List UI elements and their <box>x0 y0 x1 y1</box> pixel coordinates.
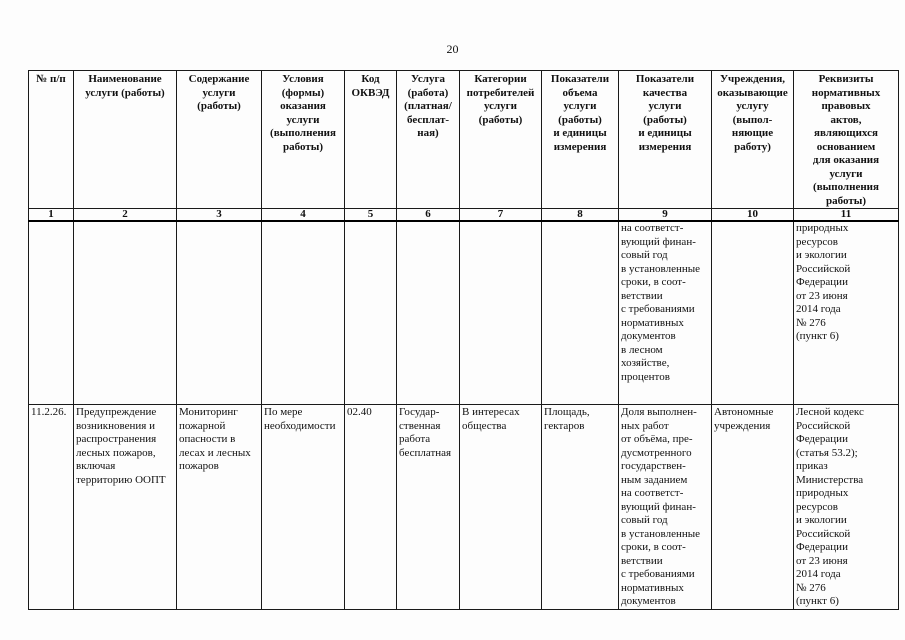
cell-line: услуги <box>563 100 597 112</box>
cell-line: хозяйстве, <box>621 357 670 369</box>
cell-line: Реквизиты <box>818 73 874 85</box>
service-conditions-cell <box>262 405 345 610</box>
cell-line: качества <box>642 86 688 99</box>
cell-line: нормативных <box>621 581 684 594</box>
cell-line: Российской <box>796 262 851 275</box>
cell-line: Условия <box>282 73 324 85</box>
cell-line: бесплатная <box>399 446 452 459</box>
cell-line: для оказания <box>812 154 880 166</box>
cell-line: Предупреждение <box>76 406 157 418</box>
cell-line: процентов <box>621 370 670 383</box>
cell-line: (пункт 6) <box>796 330 839 342</box>
column-number: 10 <box>712 209 794 222</box>
quality-indicator-cell <box>619 221 712 405</box>
cell-line: совый год <box>621 514 668 526</box>
okved-code-cell <box>345 405 397 610</box>
legal-basis-cell <box>794 221 899 405</box>
cell-line: лесах и лесных <box>179 446 251 459</box>
col-header <box>460 71 542 209</box>
cell-line: няющие <box>731 127 774 139</box>
table-cell <box>74 221 177 405</box>
cell-line: ветствии <box>621 554 663 567</box>
cell-line: В интересах <box>462 406 520 418</box>
column-number: 5 <box>345 209 397 222</box>
table-cell <box>29 221 74 405</box>
cell-line: работы) <box>283 140 323 153</box>
cell-line: возникновения и <box>76 419 155 432</box>
table-row <box>29 405 899 610</box>
cell-line: на соответст- <box>621 222 684 234</box>
cell-line: работы) <box>826 194 866 207</box>
cell-line: Российской <box>796 419 851 432</box>
cell-line: Федерации <box>796 433 848 445</box>
cell-line: Услуга <box>411 73 445 85</box>
service-content-cell <box>177 405 262 610</box>
cell-line: Государ- <box>399 406 440 418</box>
cell-line: распространения <box>76 433 157 445</box>
cell-line: Категории <box>474 73 527 85</box>
cell-line: бесплат- <box>406 113 450 126</box>
cell-line: услуги <box>286 113 320 126</box>
cell-line: Федерации <box>796 276 848 288</box>
column-number: 11 <box>794 209 899 222</box>
cell-line: № 276 <box>796 316 826 329</box>
cell-line: от 23 июня <box>796 289 848 302</box>
legal-basis-cell <box>794 405 899 610</box>
services-table <box>28 70 899 610</box>
cell-line: актов, <box>830 113 862 126</box>
cell-line: ресурсов <box>796 235 838 248</box>
service-number-cell <box>29 405 74 610</box>
cell-line: Министерства <box>796 473 864 486</box>
col-header <box>542 71 619 209</box>
cell-line: в установленные <box>621 262 701 275</box>
cell-line: Содержание <box>188 73 250 85</box>
cell-line: Мониторинг <box>179 406 238 418</box>
cell-line: (работы) <box>643 113 687 126</box>
cell-line: лесных пожаров, <box>76 446 156 459</box>
cell-line: услуги <box>648 100 682 112</box>
cell-line: измерения <box>553 140 607 153</box>
cell-line: работу) <box>734 140 771 153</box>
column-number-row <box>29 209 899 222</box>
column-number: 8 <box>542 209 619 222</box>
cell-line: (работы) <box>197 100 241 112</box>
table-cell <box>712 221 794 405</box>
cell-line: учреждения <box>714 419 771 432</box>
cell-line: от объёма, пре- <box>621 433 693 445</box>
cell-line: и единицы <box>553 127 607 139</box>
cell-line: услуги <box>829 167 863 180</box>
cell-line: (работы) <box>558 113 602 126</box>
cell-line: (выпол- <box>732 113 773 126</box>
table-row <box>29 221 899 405</box>
col-header <box>74 71 177 209</box>
cell-line: потребителей <box>466 86 535 99</box>
cell-line: ветствии <box>621 289 663 302</box>
cell-line: опасности в <box>179 433 236 445</box>
cell-line: (пункт 6) <box>796 595 839 607</box>
col-header <box>397 71 460 209</box>
cell-line: Автономные <box>714 406 774 418</box>
cell-line: (работа) <box>407 86 449 99</box>
cell-line: пожарной <box>179 419 226 432</box>
cell-line: услуги (работы) <box>85 86 165 99</box>
cell-line: вующий финан- <box>621 500 696 513</box>
consumer-category-cell <box>460 405 542 610</box>
cell-line: совый год <box>621 249 668 261</box>
cell-line: ная) <box>417 127 439 139</box>
cell-line: нормативных <box>621 316 684 329</box>
column-number: 7 <box>460 209 542 222</box>
cell-line: 2014 года <box>796 568 841 580</box>
cell-line: (платная/ <box>404 100 452 112</box>
quality-indicator-cell <box>619 405 712 610</box>
cell-line: оказывающие <box>717 86 788 99</box>
cell-line: (формы) <box>281 86 325 99</box>
col-header <box>712 71 794 209</box>
cell-line: Российской <box>796 527 851 540</box>
cell-line: основанием <box>816 140 876 153</box>
cell-line: ресурсов <box>796 500 838 513</box>
cell-line: сроки, в соот- <box>621 541 686 553</box>
cell-line: с требованиями <box>621 303 695 315</box>
col-header <box>794 71 899 209</box>
cell-line: № 276 <box>796 581 826 594</box>
volume-indicator-cell <box>542 405 619 610</box>
col-header <box>177 71 262 209</box>
cell-line: Лесной кодекс <box>796 406 864 418</box>
cell-line: природных <box>796 222 849 234</box>
cell-line: и экологии <box>796 514 847 526</box>
cell-line: объема <box>562 86 598 99</box>
table-cell <box>177 221 262 405</box>
service-name-cell <box>74 405 177 610</box>
table-cell <box>345 221 397 405</box>
cell-line: ным заданием <box>621 473 688 486</box>
table-header-row <box>29 71 899 209</box>
cell-line: услуги <box>483 100 518 112</box>
table-cell <box>262 221 345 405</box>
cell-line: в установленные <box>621 527 701 540</box>
column-number: 2 <box>74 209 177 222</box>
institutions-cell <box>712 405 794 610</box>
column-number: 3 <box>177 209 262 222</box>
cell-line: и единицы <box>638 127 692 139</box>
column-number: 1 <box>29 209 74 222</box>
cell-line: включая <box>76 460 116 472</box>
cell-line: услуги <box>202 86 236 99</box>
table-cell <box>460 221 542 405</box>
cell-line: Федерации <box>796 541 848 553</box>
cell-line: ОКВЭД <box>351 86 390 99</box>
cell-line: Площадь, <box>544 406 590 418</box>
cell-line: необходимости <box>264 419 336 432</box>
col-header <box>262 71 345 209</box>
cell-line: общества <box>462 419 507 432</box>
cell-line: По мере <box>264 406 303 418</box>
cell-line: на соответст- <box>621 487 684 499</box>
cell-line: Показатели <box>635 73 695 85</box>
cell-line: документов <box>621 330 676 342</box>
cell-line: ных работ <box>621 419 669 432</box>
column-number: 6 <box>397 209 460 222</box>
cell-line: Показатели <box>550 73 610 85</box>
cell-line: и экологии <box>796 249 847 261</box>
column-number: 9 <box>619 209 712 222</box>
cell-line: нормативных <box>811 86 881 99</box>
cell-line: пожаров <box>179 460 219 472</box>
cell-line: Доля выполнен- <box>621 406 697 418</box>
table-cell <box>542 221 619 405</box>
cell-line: правовых <box>821 100 871 112</box>
cell-line: сроки, в соот- <box>621 276 686 288</box>
cell-line: (статья 53.2); <box>796 446 858 459</box>
cell-line: дусмотренного <box>621 446 692 459</box>
cell-line: гектаров <box>544 419 585 432</box>
cell-line: (работы) <box>478 113 523 126</box>
cell-line: услугу <box>736 100 769 112</box>
cell-line: в лесном <box>621 343 663 356</box>
col-header <box>29 71 74 209</box>
cell-line: 11.2.26. <box>31 406 67 418</box>
cell-line: Наименование <box>88 73 162 85</box>
cell-line: природных <box>796 487 849 499</box>
cell-line: приказ <box>796 460 828 472</box>
cell-line: оказания <box>280 100 326 112</box>
cell-line: территорию ООПТ <box>76 473 166 486</box>
page-number: 20 <box>446 42 459 56</box>
column-number: 4 <box>262 209 345 222</box>
cell-line: документов <box>621 595 676 607</box>
table-cell <box>397 221 460 405</box>
cell-line: Код <box>361 73 380 85</box>
cell-line: государствен- <box>621 460 686 472</box>
cell-line: от 23 июня <box>796 554 848 567</box>
cell-line: работа <box>399 433 431 445</box>
cell-line: ственная <box>399 419 441 432</box>
cell-line: Учреждения, <box>719 73 786 85</box>
col-header <box>619 71 712 209</box>
cell-line: (выполнения <box>270 127 336 139</box>
cell-line: являющихся <box>814 127 878 139</box>
cell-line: измерения <box>638 140 692 153</box>
cell-line: № п/п <box>36 73 66 85</box>
paid-status-cell <box>397 405 460 610</box>
cell-line: вующий финан- <box>621 235 696 248</box>
cell-line: с требованиями <box>621 568 695 580</box>
col-header <box>345 71 397 209</box>
cell-line: 2014 года <box>796 303 841 315</box>
cell-line: 02.40 <box>347 406 372 418</box>
cell-line: (выполнения <box>813 181 879 193</box>
